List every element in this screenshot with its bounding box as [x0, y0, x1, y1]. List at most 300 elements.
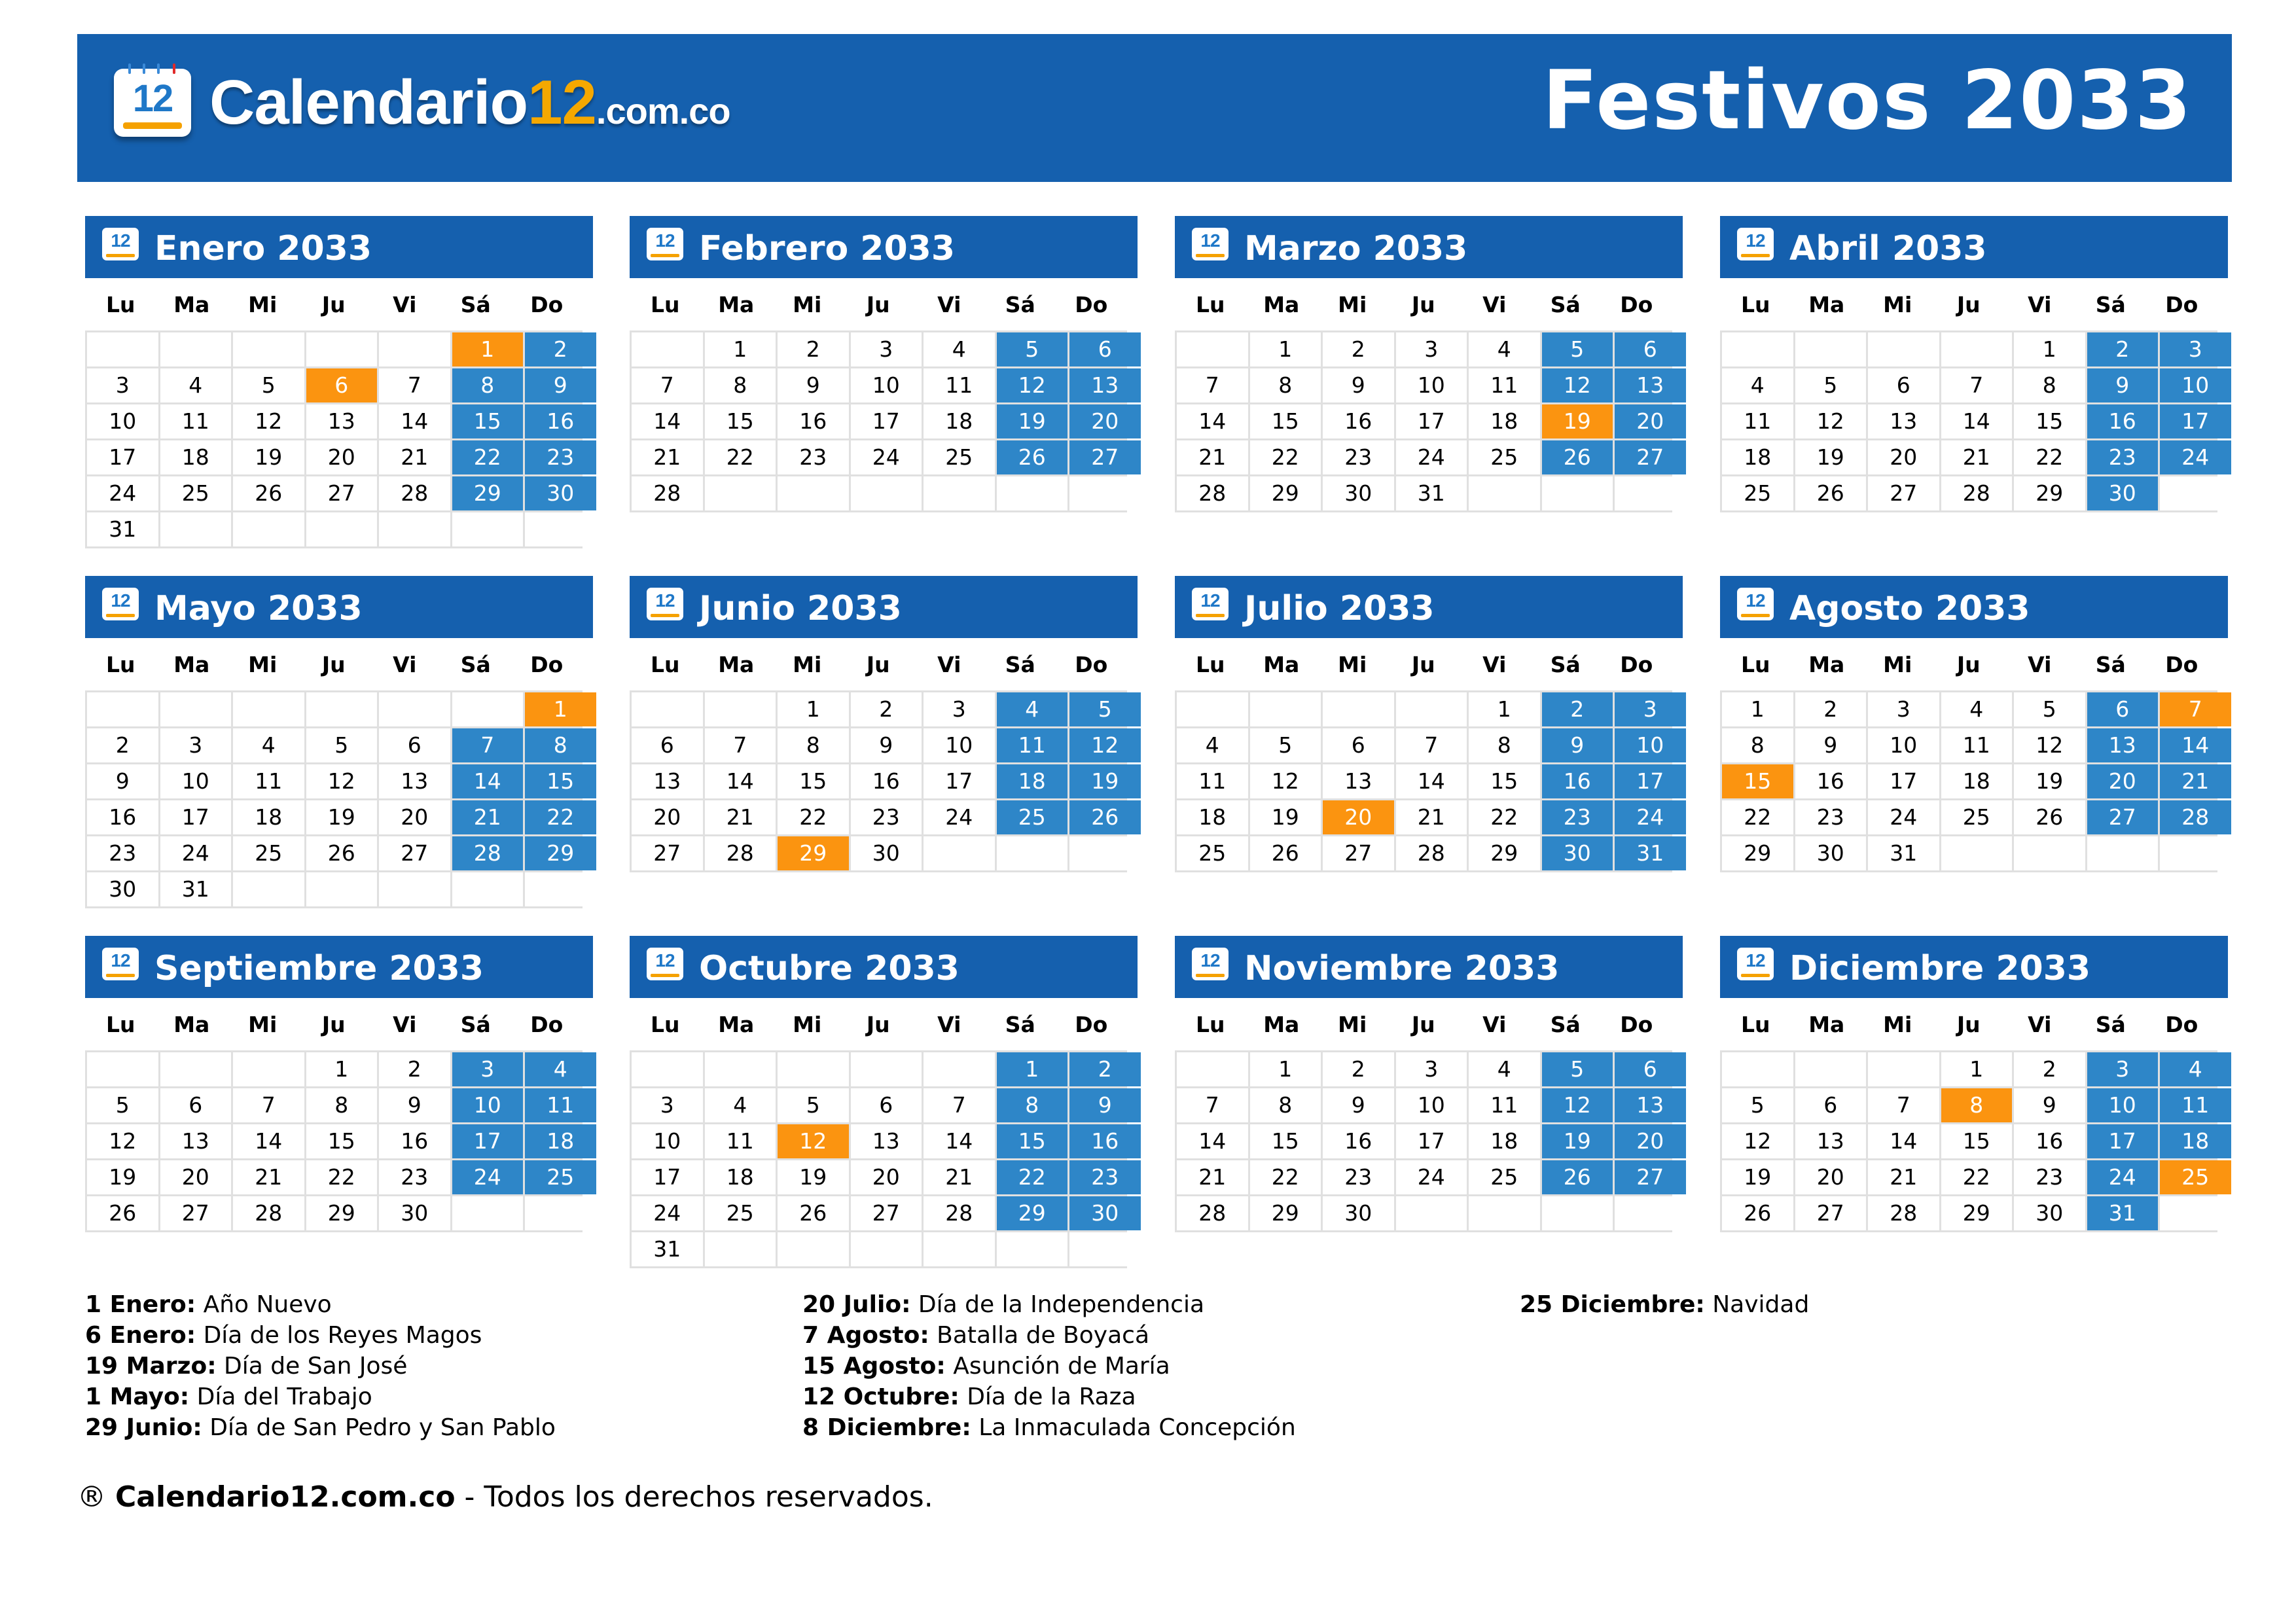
day-cell[interactable]: 23 — [1069, 1160, 1141, 1194]
day-cell[interactable]: 23 — [525, 440, 596, 474]
day-cell[interactable]: 21 — [452, 800, 524, 834]
day-cell[interactable]: 7 — [924, 1088, 995, 1122]
day-cell[interactable]: 3 — [2160, 332, 2231, 366]
day-cell[interactable]: 20 — [1323, 800, 1394, 834]
day-cell[interactable]: 17 — [2087, 1124, 2159, 1158]
day-cell[interactable]: 11 — [160, 404, 232, 438]
day-cell[interactable]: 5 — [1795, 368, 1867, 402]
day-cell[interactable]: 3 — [1396, 1052, 1467, 1086]
day-cell[interactable]: 12 — [306, 764, 378, 798]
day-cell[interactable]: 22 — [452, 440, 524, 474]
day-cell[interactable]: 17 — [2160, 404, 2231, 438]
day-cell[interactable]: 22 — [525, 800, 596, 834]
day-cell[interactable]: 19 — [1542, 404, 1613, 438]
day-cell[interactable]: 14 — [452, 764, 524, 798]
day-cell[interactable]: 12 — [1542, 368, 1613, 402]
day-cell[interactable]: 17 — [1396, 1124, 1467, 1158]
day-cell[interactable]: 9 — [2014, 1088, 2085, 1122]
day-cell[interactable]: 6 — [1795, 1088, 1867, 1122]
day-cell[interactable]: 2 — [1323, 1052, 1394, 1086]
day-cell[interactable]: 26 — [778, 1196, 849, 1230]
day-cell[interactable]: 27 — [1615, 440, 1686, 474]
day-cell[interactable]: 29 — [997, 1196, 1068, 1230]
day-cell[interactable]: 4 — [997, 692, 1068, 726]
day-cell[interactable]: 21 — [233, 1160, 304, 1194]
day-cell[interactable]: 4 — [1722, 368, 1793, 402]
day-cell[interactable]: 19 — [306, 800, 378, 834]
day-cell[interactable]: 6 — [1868, 368, 1939, 402]
day-cell[interactable]: 11 — [1941, 728, 2013, 762]
day-cell[interactable]: 21 — [1177, 440, 1248, 474]
day-cell[interactable]: 26 — [87, 1196, 158, 1230]
day-cell[interactable]: 9 — [778, 368, 849, 402]
day-cell[interactable]: 24 — [1396, 440, 1467, 474]
day-cell[interactable]: 19 — [1542, 1124, 1613, 1158]
day-cell[interactable]: 9 — [1069, 1088, 1141, 1122]
day-cell[interactable]: 6 — [1615, 1052, 1686, 1086]
day-cell[interactable]: 10 — [632, 1124, 703, 1158]
day-cell[interactable]: 17 — [1868, 764, 1939, 798]
day-cell[interactable]: 16 — [1323, 1124, 1394, 1158]
day-cell[interactable]: 12 — [1250, 764, 1321, 798]
day-cell[interactable]: 10 — [2160, 368, 2231, 402]
day-cell[interactable]: 1 — [997, 1052, 1068, 1086]
day-cell[interactable]: 30 — [2014, 1196, 2085, 1230]
day-cell[interactable]: 20 — [1615, 404, 1686, 438]
day-cell[interactable]: 19 — [2014, 764, 2085, 798]
day-cell[interactable]: 6 — [1323, 728, 1394, 762]
day-cell[interactable]: 30 — [379, 1196, 450, 1230]
day-cell[interactable]: 28 — [1941, 476, 2013, 510]
day-cell[interactable]: 4 — [2160, 1052, 2231, 1086]
day-cell[interactable]: 25 — [705, 1196, 776, 1230]
day-cell[interactable]: 2 — [1795, 692, 1867, 726]
day-cell[interactable]: 9 — [2087, 368, 2159, 402]
day-cell[interactable]: 22 — [997, 1160, 1068, 1194]
day-cell[interactable]: 6 — [1069, 332, 1141, 366]
day-cell[interactable]: 28 — [452, 836, 524, 870]
day-cell[interactable]: 28 — [632, 476, 703, 510]
day-cell[interactable]: 15 — [1250, 404, 1321, 438]
day-cell[interactable]: 19 — [87, 1160, 158, 1194]
day-cell[interactable]: 5 — [1542, 332, 1613, 366]
day-cell[interactable]: 3 — [1615, 692, 1686, 726]
day-cell[interactable]: 26 — [1542, 1160, 1613, 1194]
day-cell[interactable]: 20 — [851, 1160, 922, 1194]
day-cell[interactable]: 26 — [1542, 440, 1613, 474]
day-cell[interactable]: 19 — [778, 1160, 849, 1194]
day-cell[interactable]: 25 — [924, 440, 995, 474]
day-cell[interactable]: 10 — [1868, 728, 1939, 762]
day-cell[interactable]: 4 — [1469, 1052, 1540, 1086]
day-cell[interactable]: 18 — [705, 1160, 776, 1194]
day-cell[interactable]: 28 — [1868, 1196, 1939, 1230]
day-cell[interactable]: 31 — [632, 1232, 703, 1266]
day-cell[interactable]: 7 — [705, 728, 776, 762]
day-cell[interactable]: 18 — [997, 764, 1068, 798]
day-cell[interactable]: 8 — [306, 1088, 378, 1122]
day-cell[interactable]: 2 — [851, 692, 922, 726]
day-cell[interactable]: 16 — [778, 404, 849, 438]
day-cell[interactable]: 1 — [705, 332, 776, 366]
day-cell[interactable]: 27 — [1795, 1196, 1867, 1230]
day-cell[interactable]: 23 — [1542, 800, 1613, 834]
day-cell[interactable]: 7 — [452, 728, 524, 762]
day-cell[interactable]: 27 — [379, 836, 450, 870]
day-cell[interactable]: 24 — [632, 1196, 703, 1230]
day-cell[interactable]: 1 — [2014, 332, 2085, 366]
day-cell[interactable]: 8 — [997, 1088, 1068, 1122]
day-cell[interactable]: 15 — [306, 1124, 378, 1158]
day-cell[interactable]: 25 — [160, 476, 232, 510]
day-cell[interactable]: 21 — [1396, 800, 1467, 834]
day-cell[interactable]: 1 — [452, 332, 524, 366]
day-cell[interactable]: 22 — [705, 440, 776, 474]
day-cell[interactable]: 16 — [2087, 404, 2159, 438]
day-cell[interactable]: 9 — [379, 1088, 450, 1122]
day-cell[interactable]: 5 — [1722, 1088, 1793, 1122]
day-cell[interactable]: 2 — [778, 332, 849, 366]
day-cell[interactable]: 24 — [2087, 1160, 2159, 1194]
day-cell[interactable]: 7 — [1868, 1088, 1939, 1122]
day-cell[interactable]: 10 — [87, 404, 158, 438]
day-cell[interactable]: 4 — [233, 728, 304, 762]
day-cell[interactable]: 19 — [997, 404, 1068, 438]
day-cell[interactable]: 4 — [1941, 692, 2013, 726]
day-cell[interactable]: 16 — [379, 1124, 450, 1158]
day-cell[interactable]: 31 — [1615, 836, 1686, 870]
day-cell[interactable]: 23 — [1323, 440, 1394, 474]
day-cell[interactable]: 31 — [2087, 1196, 2159, 1230]
day-cell[interactable]: 22 — [2014, 440, 2085, 474]
day-cell[interactable]: 28 — [2160, 800, 2231, 834]
day-cell[interactable]: 18 — [1941, 764, 2013, 798]
day-cell[interactable]: 9 — [1542, 728, 1613, 762]
day-cell[interactable]: 27 — [2087, 800, 2159, 834]
day-cell[interactable]: 27 — [306, 476, 378, 510]
day-cell[interactable]: 20 — [2087, 764, 2159, 798]
day-cell[interactable]: 24 — [924, 800, 995, 834]
day-cell[interactable]: 24 — [2160, 440, 2231, 474]
day-cell[interactable]: 17 — [851, 404, 922, 438]
day-cell[interactable]: 17 — [924, 764, 995, 798]
day-cell[interactable]: 15 — [452, 404, 524, 438]
day-cell[interactable]: 10 — [851, 368, 922, 402]
day-cell[interactable]: 21 — [379, 440, 450, 474]
day-cell[interactable]: 10 — [160, 764, 232, 798]
day-cell[interactable]: 4 — [1469, 332, 1540, 366]
day-cell[interactable]: 30 — [1323, 1196, 1394, 1230]
day-cell[interactable]: 13 — [632, 764, 703, 798]
day-cell[interactable]: 19 — [1069, 764, 1141, 798]
day-cell[interactable]: 16 — [1323, 404, 1394, 438]
day-cell[interactable]: 7 — [1941, 368, 2013, 402]
day-cell[interactable]: 1 — [1722, 692, 1793, 726]
day-cell[interactable]: 28 — [924, 1196, 995, 1230]
day-cell[interactable]: 12 — [1795, 404, 1867, 438]
day-cell[interactable]: 27 — [160, 1196, 232, 1230]
day-cell[interactable]: 16 — [87, 800, 158, 834]
day-cell[interactable]: 29 — [1469, 836, 1540, 870]
day-cell[interactable]: 20 — [632, 800, 703, 834]
day-cell[interactable]: 23 — [2014, 1160, 2085, 1194]
day-cell[interactable]: 7 — [1177, 1088, 1248, 1122]
day-cell[interactable]: 10 — [1396, 368, 1467, 402]
day-cell[interactable]: 5 — [87, 1088, 158, 1122]
day-cell[interactable]: 28 — [1177, 476, 1248, 510]
day-cell[interactable]: 12 — [1069, 728, 1141, 762]
day-cell[interactable]: 10 — [1615, 728, 1686, 762]
day-cell[interactable]: 25 — [1469, 440, 1540, 474]
day-cell[interactable]: 3 — [452, 1052, 524, 1086]
day-cell[interactable]: 8 — [2014, 368, 2085, 402]
day-cell[interactable]: 15 — [705, 404, 776, 438]
day-cell[interactable]: 28 — [379, 476, 450, 510]
day-cell[interactable]: 17 — [452, 1124, 524, 1158]
day-cell[interactable]: 28 — [1396, 836, 1467, 870]
day-cell[interactable]: 25 — [1469, 1160, 1540, 1194]
day-cell[interactable]: 30 — [2087, 476, 2159, 510]
day-cell[interactable]: 12 — [1722, 1124, 1793, 1158]
day-cell[interactable]: 20 — [306, 440, 378, 474]
day-cell[interactable]: 23 — [851, 800, 922, 834]
day-cell[interactable]: 26 — [306, 836, 378, 870]
day-cell[interactable]: 18 — [924, 404, 995, 438]
day-cell[interactable]: 4 — [705, 1088, 776, 1122]
day-cell[interactable]: 11 — [1469, 368, 1540, 402]
day-cell[interactable]: 15 — [2014, 404, 2085, 438]
day-cell[interactable]: 11 — [1469, 1088, 1540, 1122]
day-cell[interactable]: 10 — [452, 1088, 524, 1122]
day-cell[interactable]: 14 — [632, 404, 703, 438]
day-cell[interactable]: 13 — [2087, 728, 2159, 762]
day-cell[interactable]: 27 — [1615, 1160, 1686, 1194]
day-cell[interactable]: 29 — [452, 476, 524, 510]
day-cell[interactable]: 23 — [87, 836, 158, 870]
day-cell[interactable]: 2 — [1069, 1052, 1141, 1086]
day-cell[interactable]: 26 — [1795, 476, 1867, 510]
day-cell[interactable]: 21 — [632, 440, 703, 474]
day-cell[interactable]: 5 — [2014, 692, 2085, 726]
day-cell[interactable]: 16 — [851, 764, 922, 798]
day-cell[interactable]: 8 — [1469, 728, 1540, 762]
day-cell[interactable]: 18 — [2160, 1124, 2231, 1158]
day-cell[interactable]: 16 — [2014, 1124, 2085, 1158]
day-cell[interactable]: 11 — [233, 764, 304, 798]
day-cell[interactable]: 6 — [1615, 332, 1686, 366]
day-cell[interactable]: 15 — [1941, 1124, 2013, 1158]
day-cell[interactable]: 17 — [1615, 764, 1686, 798]
day-cell[interactable]: 29 — [778, 836, 849, 870]
day-cell[interactable]: 25 — [525, 1160, 596, 1194]
day-cell[interactable]: 1 — [525, 692, 596, 726]
day-cell[interactable]: 30 — [1323, 476, 1394, 510]
day-cell[interactable]: 7 — [632, 368, 703, 402]
day-cell[interactable]: 3 — [160, 728, 232, 762]
day-cell[interactable]: 8 — [1250, 368, 1321, 402]
day-cell[interactable]: 14 — [2160, 728, 2231, 762]
day-cell[interactable]: 13 — [1615, 1088, 1686, 1122]
day-cell[interactable]: 29 — [1722, 836, 1793, 870]
day-cell[interactable]: 16 — [1795, 764, 1867, 798]
site-logo[interactable] — [114, 67, 730, 139]
day-cell[interactable]: 9 — [1795, 728, 1867, 762]
day-cell[interactable]: 2 — [87, 728, 158, 762]
day-cell[interactable]: 28 — [233, 1196, 304, 1230]
day-cell[interactable]: 11 — [705, 1124, 776, 1158]
day-cell[interactable]: 3 — [632, 1088, 703, 1122]
day-cell[interactable]: 7 — [2160, 692, 2231, 726]
day-cell[interactable]: 4 — [160, 368, 232, 402]
day-cell[interactable]: 30 — [1069, 1196, 1141, 1230]
day-cell[interactable]: 17 — [632, 1160, 703, 1194]
day-cell[interactable]: 14 — [924, 1124, 995, 1158]
day-cell[interactable]: 10 — [924, 728, 995, 762]
day-cell[interactable]: 30 — [851, 836, 922, 870]
day-cell[interactable]: 22 — [1250, 440, 1321, 474]
day-cell[interactable]: 11 — [1177, 764, 1248, 798]
day-cell[interactable]: 17 — [87, 440, 158, 474]
day-cell[interactable]: 14 — [705, 764, 776, 798]
day-cell[interactable]: 15 — [1250, 1124, 1321, 1158]
day-cell[interactable]: 19 — [1250, 800, 1321, 834]
day-cell[interactable]: 13 — [1323, 764, 1394, 798]
day-cell[interactable]: 1 — [306, 1052, 378, 1086]
day-cell[interactable]: 5 — [778, 1088, 849, 1122]
day-cell[interactable]: 21 — [1868, 1160, 1939, 1194]
day-cell[interactable]: 5 — [306, 728, 378, 762]
day-cell[interactable]: 27 — [632, 836, 703, 870]
day-cell[interactable]: 13 — [1795, 1124, 1867, 1158]
day-cell[interactable]: 17 — [1396, 404, 1467, 438]
day-cell[interactable]: 16 — [1069, 1124, 1141, 1158]
day-cell[interactable]: 29 — [525, 836, 596, 870]
day-cell[interactable]: 22 — [1250, 1160, 1321, 1194]
day-cell[interactable]: 8 — [452, 368, 524, 402]
day-cell[interactable]: 5 — [1542, 1052, 1613, 1086]
day-cell[interactable]: 26 — [1722, 1196, 1793, 1230]
day-cell[interactable]: 18 — [160, 440, 232, 474]
day-cell[interactable]: 19 — [1795, 440, 1867, 474]
day-cell[interactable]: 23 — [2087, 440, 2159, 474]
day-cell[interactable]: 26 — [1250, 836, 1321, 870]
day-cell[interactable]: 1 — [1250, 1052, 1321, 1086]
day-cell[interactable]: 1 — [1469, 692, 1540, 726]
day-cell[interactable]: 26 — [1069, 800, 1141, 834]
day-cell[interactable]: 12 — [997, 368, 1068, 402]
day-cell[interactable]: 9 — [1323, 1088, 1394, 1122]
day-cell[interactable]: 11 — [525, 1088, 596, 1122]
day-cell[interactable]: 30 — [1795, 836, 1867, 870]
day-cell[interactable]: 20 — [1069, 404, 1141, 438]
day-cell[interactable]: 8 — [1250, 1088, 1321, 1122]
day-cell[interactable]: 22 — [306, 1160, 378, 1194]
day-cell[interactable]: 7 — [233, 1088, 304, 1122]
day-cell[interactable]: 29 — [1250, 1196, 1321, 1230]
day-cell[interactable]: 20 — [160, 1160, 232, 1194]
day-cell[interactable]: 6 — [2087, 692, 2159, 726]
day-cell[interactable]: 24 — [452, 1160, 524, 1194]
day-cell[interactable]: 20 — [1795, 1160, 1867, 1194]
day-cell[interactable]: 21 — [1177, 1160, 1248, 1194]
day-cell[interactable]: 2 — [1542, 692, 1613, 726]
day-cell[interactable]: 12 — [2014, 728, 2085, 762]
day-cell[interactable]: 9 — [525, 368, 596, 402]
day-cell[interactable]: 2 — [525, 332, 596, 366]
day-cell[interactable]: 18 — [1469, 1124, 1540, 1158]
day-cell[interactable]: 8 — [778, 728, 849, 762]
day-cell[interactable]: 14 — [379, 404, 450, 438]
day-cell[interactable]: 18 — [1469, 404, 1540, 438]
day-cell[interactable]: 3 — [851, 332, 922, 366]
day-cell[interactable]: 30 — [525, 476, 596, 510]
day-cell[interactable]: 6 — [160, 1088, 232, 1122]
day-cell[interactable]: 11 — [997, 728, 1068, 762]
day-cell[interactable]: 6 — [379, 728, 450, 762]
day-cell[interactable]: 2 — [1323, 332, 1394, 366]
day-cell[interactable]: 8 — [705, 368, 776, 402]
day-cell[interactable]: 26 — [2014, 800, 2085, 834]
day-cell[interactable]: 23 — [778, 440, 849, 474]
day-cell[interactable]: 12 — [87, 1124, 158, 1158]
day-cell[interactable]: 3 — [1396, 332, 1467, 366]
day-cell[interactable]: 27 — [1323, 836, 1394, 870]
day-cell[interactable]: 11 — [1722, 404, 1793, 438]
day-cell[interactable]: 14 — [1941, 404, 2013, 438]
day-cell[interactable]: 14 — [233, 1124, 304, 1158]
day-cell[interactable]: 29 — [306, 1196, 378, 1230]
day-cell[interactable]: 23 — [379, 1160, 450, 1194]
day-cell[interactable]: 9 — [1323, 368, 1394, 402]
day-cell[interactable]: 8 — [525, 728, 596, 762]
day-cell[interactable]: 31 — [87, 512, 158, 546]
day-cell[interactable]: 14 — [1396, 764, 1467, 798]
day-cell[interactable]: 16 — [1542, 764, 1613, 798]
day-cell[interactable]: 25 — [1722, 476, 1793, 510]
day-cell[interactable]: 20 — [1868, 440, 1939, 474]
day-cell[interactable]: 25 — [1941, 800, 2013, 834]
day-cell[interactable]: 18 — [233, 800, 304, 834]
day-cell[interactable]: 15 — [525, 764, 596, 798]
day-cell[interactable]: 15 — [1722, 764, 1793, 798]
day-cell[interactable]: 28 — [1177, 1196, 1248, 1230]
day-cell[interactable]: 29 — [1941, 1196, 2013, 1230]
day-cell[interactable]: 11 — [2160, 1088, 2231, 1122]
day-cell[interactable]: 22 — [778, 800, 849, 834]
day-cell[interactable]: 5 — [1250, 728, 1321, 762]
day-cell[interactable]: 10 — [1396, 1088, 1467, 1122]
day-cell[interactable]: 7 — [379, 368, 450, 402]
day-cell[interactable]: 12 — [233, 404, 304, 438]
day-cell[interactable]: 21 — [705, 800, 776, 834]
day-cell[interactable]: 4 — [1177, 728, 1248, 762]
day-cell[interactable]: 9 — [87, 764, 158, 798]
day-cell[interactable]: 26 — [233, 476, 304, 510]
day-cell[interactable]: 12 — [778, 1124, 849, 1158]
day-cell[interactable]: 7 — [1396, 728, 1467, 762]
day-cell[interactable]: 15 — [1469, 764, 1540, 798]
day-cell[interactable]: 22 — [1722, 800, 1793, 834]
day-cell[interactable]: 24 — [160, 836, 232, 870]
day-cell[interactable]: 25 — [2160, 1160, 2231, 1194]
day-cell[interactable]: 18 — [525, 1124, 596, 1158]
day-cell[interactable]: 22 — [1469, 800, 1540, 834]
day-cell[interactable]: 13 — [379, 764, 450, 798]
day-cell[interactable]: 3 — [924, 692, 995, 726]
day-cell[interactable]: 25 — [1177, 836, 1248, 870]
day-cell[interactable]: 5 — [1069, 692, 1141, 726]
day-cell[interactable]: 2 — [2014, 1052, 2085, 1086]
